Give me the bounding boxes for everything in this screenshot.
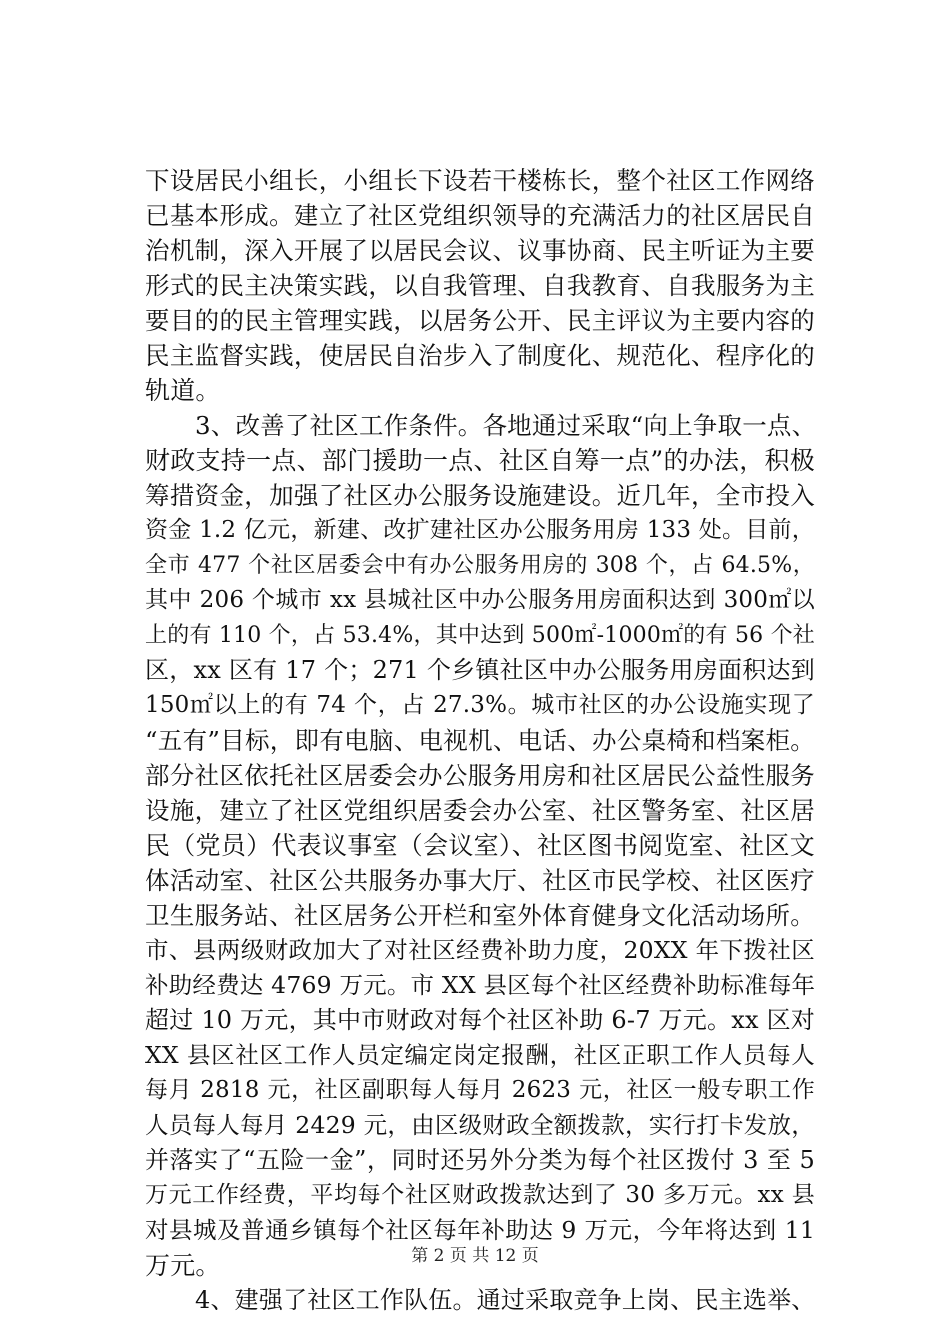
body-line: 卫生服务站、社区居务公开栏和室外体育健身文化活动场所。 (145, 901, 815, 930)
body-line: 超过 10 万元，其中市财政对每个社区补助 6-7 万元。xx 区对 (145, 1006, 815, 1034)
body-line: 150㎡以上的有 74 个，占 27.3%。城市社区的办公设施实现了 (145, 692, 815, 718)
body-line: 每月 2818 元，社区副职每人每月 2623 元，社区一般专职工作 (145, 1077, 815, 1103)
body-line: 已基本形成。建立了社区党组织领导的充满活力的社区居民自 (145, 201, 815, 230)
body-line: 体活动室、社区公共服务办事大厅、社区市民学校、社区医疗 (145, 866, 815, 895)
body-line: 万元。 (145, 1251, 221, 1280)
paragraph-3-first-line: 3、改善了社区工作条件。各地通过采取“向上争取一点、 (195, 411, 817, 440)
body-line: 民主监督实践，使居民自治步入了制度化、规范化、程序化的 (145, 341, 815, 370)
body-line: 形式的民主决策实践，以自我管理、自我教育、自我服务为主 (145, 271, 815, 300)
body-line: 要目的的民主管理实践，以居务公开、民主评议为主要内容的 (145, 306, 815, 335)
body-line: 补助经费达 4769 万元。市 XX 县区每个社区经费补助标准每年 (145, 971, 816, 999)
body-line: 对县城及普通乡镇每个社区每年补助达 9 万元，今年将达到 11 (145, 1216, 815, 1244)
page-number-footer: 第 2 页 共 12 页 (411, 1246, 539, 1266)
body-line: 其中 206 个城市 xx 县城社区中办公服务用房面积达到 300㎡以 (145, 587, 815, 613)
body-line: 下设居民小组长，小组长下设若干楼栋长，整个社区工作网络 (145, 166, 815, 195)
body-line: “五有”目标，即有电脑、电视机、电话、办公桌椅和档案柜。 (145, 726, 815, 755)
body-line: 筹措资金，加强了社区办公服务设施建设。近几年，全市投入 (145, 481, 815, 510)
body-line: 民（党员）代表议事室（会议室）、社区图书阅览室、社区文 (145, 831, 815, 860)
body-line: 轨道。 (145, 376, 221, 405)
body-line: 部分社区依托社区居委会办公服务用房和社区居民公益性服务 (145, 761, 815, 790)
body-line: XX 县区社区工作人员定编定岗定报酬，社区正职工作人员每人 (145, 1041, 815, 1069)
body-line: 治机制，深入开展了以居民会议、议事协商、民主听证为主要 (145, 236, 815, 265)
document-body (145, 163, 815, 1318)
body-line: 区，xx 区有 17 个；271 个乡镇社区中办公服务用房面积达到 (145, 656, 815, 684)
body-line: 上的有 110 个，占 53.4%，其中达到 500㎡-1000㎡的有 56 个社 (145, 623, 815, 648)
body-line: 人员每人每月 2429 元，由区级财政全额拨款，实行打卡发放， (145, 1111, 815, 1139)
body-line: 并落实了“五险一金”，同时还另外分类为每个社区拨付 3 至 5 (145, 1146, 815, 1174)
body-line: 设施，建立了社区党组织居委会办公室、社区警务室、社区居 (145, 796, 815, 825)
body-line: 全市 477 个社区居委会中有办公服务用房的 308 个，占 64.5%， (145, 553, 815, 578)
body-line: 万元工作经费，平均每个社区财政拨款达到了 30 多万元。xx 县 (145, 1182, 815, 1208)
paragraph-4-first-line: 4、建强了社区工作队伍。通过采取竞争上岗、民主选举、 (195, 1286, 816, 1314)
body-line: 市、县两级财政加大了对社区经费补助力度，20XX 年下拨社区 (145, 936, 815, 964)
body-line: 资金 1.2 亿元，新建、改扩建社区办公服务用房 133 处。目前， (145, 517, 815, 543)
body-line: 财政支持一点、部门援助一点、社区自筹一点”的办法，积极 (145, 446, 815, 475)
